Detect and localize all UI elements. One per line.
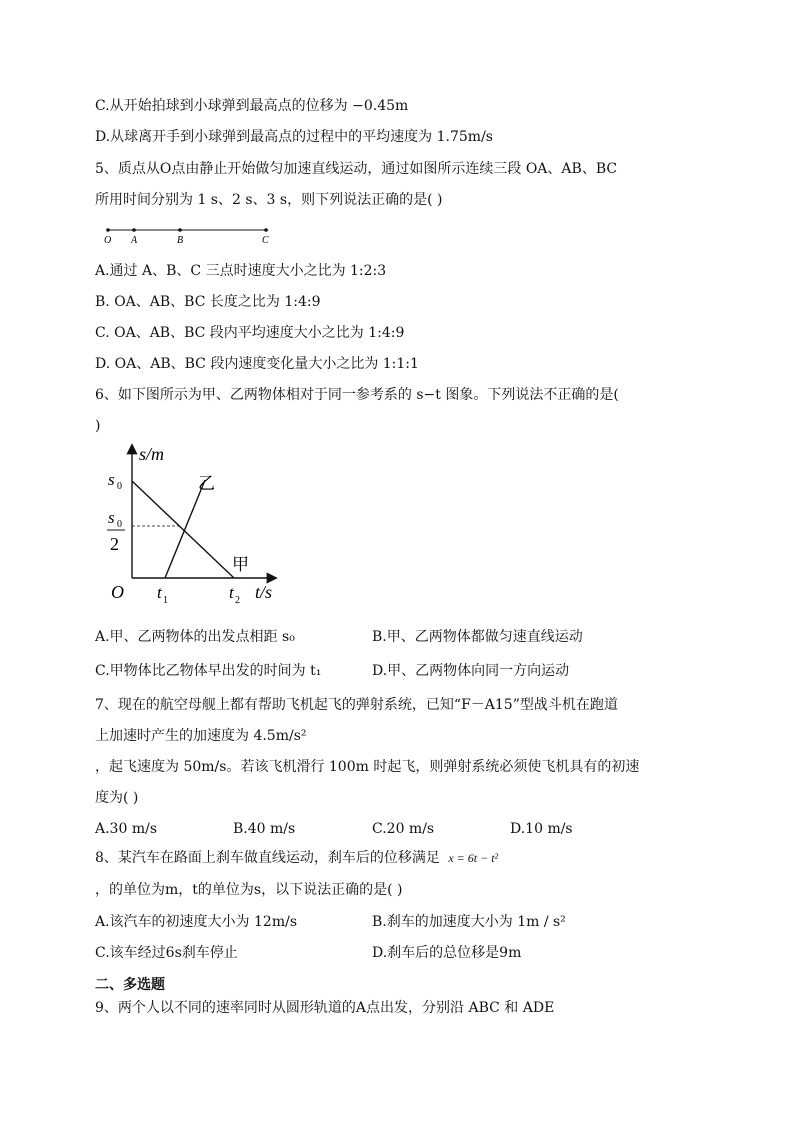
q6-option-d: D.甲、乙两物体向同一方向运动 <box>372 663 570 679</box>
q5-label-c: C <box>262 235 269 246</box>
q6-st-graph <box>95 438 295 608</box>
q6-t2-label: t <box>229 583 234 602</box>
q6-t1-sub: 1 <box>163 595 168 606</box>
q5-segment-figure <box>100 222 280 246</box>
q5-option-a: A.通过 A、B、C 三点时速度大小之比为 1:2:3 <box>95 263 387 279</box>
q6-t2-sub: 2 <box>235 595 240 606</box>
q5-option-b: B. OA、AB、BC 长度之比为 1:4:9 <box>95 294 321 310</box>
q5-label-a: A <box>131 235 138 246</box>
q7-option-b: B.40 m/s <box>233 821 296 837</box>
q5-option-c: C. OA、AB、BC 段内平均速度大小之比为 1:4:9 <box>95 325 405 341</box>
q5-stem-line2: 所用时间分别为 1 s、2 s、3 s，则下列说法正确的是( ) <box>95 192 443 208</box>
q4-option-c: C.从开始拍球到小球弹到最高点的位移为 −0.45m <box>95 98 409 114</box>
q9-stem-line1: 9、两个人以不同的速率同时从圆形轨道的A点出发，分别沿 ABC 和 ADE <box>95 1000 555 1016</box>
q6-ylabel: s/m <box>139 444 165 464</box>
q7-option-a: A.30 m/s <box>95 821 158 837</box>
q8-option-c: C.该车经过6s刹车停止 <box>95 945 238 961</box>
q6-line-yi <box>165 480 205 578</box>
section-multiple-choice-heading: 二、多选题 <box>95 977 165 993</box>
q6-origin: O <box>111 582 124 602</box>
q6-stem-line1: 6、如下图所示为甲、乙两物体相对于同一参考系的 s−t 图象。下列说法不正确的是( <box>95 387 619 403</box>
q7-stem-line2: 上加速时产生的加速度为 4.5m/s² <box>95 728 307 744</box>
q5-label-o: O <box>104 235 112 246</box>
q6-xlabel: t/s <box>255 582 273 602</box>
q6-line-yi-label: 乙 <box>198 474 215 493</box>
q7-stem-line1: 7、现在的航空母舰上都有帮助飞机起飞的弹射系统，已知“F－A15”型战斗机在跑道 <box>95 697 618 713</box>
q8-stem-line2: ，的单位为m，t的单位为s，以下说法正确的是( ) <box>95 882 403 898</box>
q5-label-b: B <box>177 235 184 246</box>
q6-stem-line2: ) <box>95 418 101 434</box>
q6-half-den: 2 <box>110 534 119 554</box>
q5-option-d: D. OA、AB、BC 段内速度变化量大小之比为 1:1:1 <box>95 356 419 372</box>
q6-option-a: A.甲、乙两物体的出发点相距 s₀ <box>95 629 295 645</box>
q6-s0-sub: 0 <box>117 481 122 492</box>
q6-s0-label: s <box>108 470 115 489</box>
q7-option-c: C.20 m/s <box>372 821 435 837</box>
q8-formula: x = 6t − t² <box>448 851 499 865</box>
q8-stem-line1 <box>95 849 498 867</box>
q7-stem-line4: 度为( ) <box>95 790 139 806</box>
q6-option-b: B.甲、乙两物体都做匀速直线运动 <box>372 629 583 645</box>
q8-option-d: D.刹车后的总位移是9m <box>372 945 522 961</box>
q6-half-num: s <box>108 508 115 527</box>
q7-stem-line3: ，起飞速度为 50m/s。若该飞机滑行 100m 时起飞，则弹射系统必须使飞机具有的初速 <box>95 759 640 775</box>
q7-option-d: D.10 m/s <box>510 821 573 837</box>
q8-option-a: A.该汽车的初速度大小为 12m/s <box>95 914 298 930</box>
q8-option-b: B.刹车的加速度大小为 1m / s² <box>372 914 566 930</box>
q5-stem-line1: 5、质点从O点由静止开始做匀加速直线运动，通过如图所示连续三段 OA、AB、BC <box>95 161 618 177</box>
q4-option-d: D.从球离开手到小球弹到最高点的过程中的平均速度为 1.75m/s <box>95 129 493 145</box>
q8-stem-text: 8、某汽车在路面上刹车做直线运动，刹车后的位移满足 <box>95 850 440 866</box>
q6-line-jia <box>132 481 234 578</box>
q6-option-c: C.甲物体比乙物体早出发的时间为 t₁ <box>95 663 322 679</box>
q6-line-jia-label: 甲 <box>232 555 249 574</box>
q6-t1-label: t <box>157 583 162 602</box>
q6-half-num-sub: 0 <box>117 519 122 530</box>
